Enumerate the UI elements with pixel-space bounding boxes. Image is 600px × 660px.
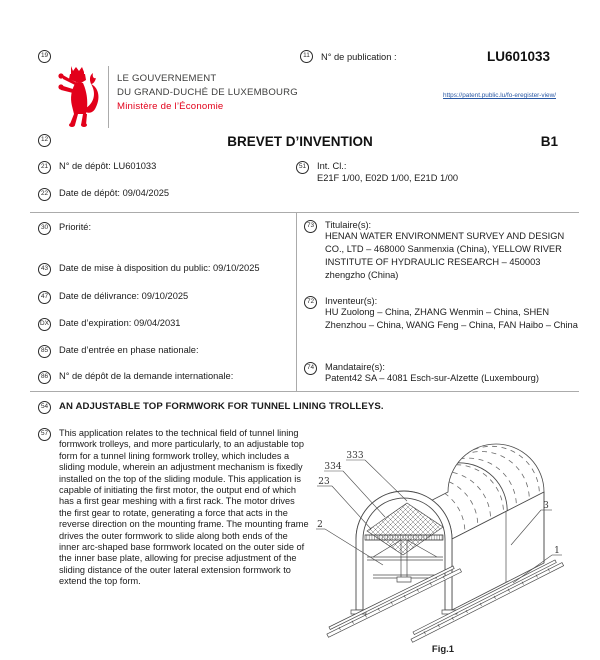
invention-title: AN ADJUSTABLE TOP FORMWORK FOR TUNNEL LINING TROLLEYS. bbox=[59, 401, 384, 412]
int-cl-label: Int. Cl.: bbox=[317, 161, 347, 171]
inventeurs-label: Inventeur(s): bbox=[325, 296, 378, 306]
gov-line-1: LE GOUVERNEMENT bbox=[117, 73, 217, 84]
field-int-cl bbox=[296, 161, 458, 184]
field-demande-internationale bbox=[38, 371, 233, 384]
expiration-text: Date d’expiration: 09/04/2031 bbox=[59, 318, 181, 328]
publication-label: N° de publication : bbox=[321, 52, 397, 62]
field-depot bbox=[38, 161, 156, 174]
demande-internationale-text: N° de dépôt de la demande internationale: bbox=[59, 371, 234, 381]
inid-code-19: 19 bbox=[38, 50, 51, 63]
inid-code-43: 43 bbox=[38, 263, 51, 276]
inid-code-21: 21 bbox=[38, 161, 51, 174]
callout-334: 334 bbox=[324, 462, 342, 472]
field-expiration bbox=[38, 318, 180, 331]
publication-number: LU601033 bbox=[486, 49, 550, 64]
field-date-depot bbox=[38, 188, 169, 201]
government-wordmark bbox=[117, 72, 298, 114]
abstract-text: This application relates to the technical field of tunnel lining formwork trolleys, and more particularly, to an adjustable top form for a tunnel lining formwork trolley, which includes a sliding module, wherein an adjustment mechanism is fixedly installed on the top of the sliding module. This application is capable of initiating the first motor, the output end of which has a first gear meshing with a first rack. The motor drives the first gear to rotate, generating a force that acts in the reverse direction on the mounting frame. The mounting frame drives the outer formwork to slide along both ends of the inner arc-shaped base formwork located on the outer side of the inner base plate, allowing for precise adjustment of the sliding distance of the outer lateral extension formwork to extend the top form. bbox=[59, 428, 309, 587]
callout-1: 1 bbox=[554, 546, 560, 556]
inid-code-57: 57 bbox=[38, 428, 51, 441]
field-public-date bbox=[38, 263, 289, 276]
section-titulaires bbox=[304, 220, 583, 282]
delivrance-text: Date de délivrance: 09/10/2025 bbox=[59, 291, 189, 301]
inid-code-72: 72 bbox=[304, 296, 317, 309]
field-priorite bbox=[38, 222, 91, 235]
lion-icon bbox=[55, 64, 105, 128]
callout-23: 23 bbox=[318, 477, 330, 487]
callout-3: 3 bbox=[543, 501, 549, 511]
inid-code-85: 85 bbox=[38, 345, 51, 358]
deck-grating bbox=[365, 535, 443, 540]
eregister-link[interactable]: https://patent.public.lu/fo-eregister-view/ bbox=[443, 92, 556, 99]
column-divider bbox=[296, 213, 297, 391]
inid-code-73: 73 bbox=[304, 220, 317, 233]
section-inventeurs bbox=[304, 296, 583, 332]
separator-top bbox=[30, 212, 579, 213]
int-cl-value: E21F 1/00, E02D 1/00, E21D 1/00 bbox=[317, 172, 459, 183]
date-depot-text: Date de dépôt: 09/04/2025 bbox=[59, 188, 170, 198]
inid-code-74: 74 bbox=[304, 362, 317, 375]
kind-code: B1 bbox=[540, 134, 558, 149]
titulaires-label: Titulaire(s): bbox=[325, 220, 372, 230]
field-phase-nationale bbox=[38, 345, 199, 358]
titulaires-value: HENAN WATER ENVIRONMENT SURVEY AND DESIGN CO., LTD – 468000 Sanmenxia (China), YELLOW RIVER INSTITUTE OF HYDRAULIC RESEARCH – 450003 zhengzho (China) bbox=[325, 231, 565, 280]
ministry-line: Ministère de l’Économie bbox=[117, 101, 224, 112]
inid-code-47: 47 bbox=[38, 291, 51, 304]
phase-nationale-text: Date d’entrée en phase nationale: bbox=[59, 345, 199, 355]
depot-text: N° de dépôt: LU601033 bbox=[59, 161, 157, 171]
gov-line-2: DU GRAND-DUCHÉ DE LUXEMBOURG bbox=[117, 87, 298, 98]
inid-code-11: 11 bbox=[300, 50, 313, 63]
public-date-text: Date de mise à disposition du public: 09/10/2025 bbox=[59, 263, 260, 273]
invention-title-row bbox=[38, 401, 384, 414]
inid-code-30: 30 bbox=[38, 222, 51, 235]
field-delivrance bbox=[38, 291, 188, 304]
inventeurs-value: HU Zuolong – China, ZHANG Wenmin – China, SHEN Zhenzhou – China, WANG Feng – China, FAN Haibo – China bbox=[325, 307, 578, 330]
inid-code-22: 22 bbox=[38, 188, 51, 201]
inid-code-54: 54 bbox=[38, 401, 51, 414]
tunnel-trolley-drawing bbox=[303, 427, 593, 660]
inid-code-12: 12 bbox=[38, 134, 51, 147]
inid-code-51: 51 bbox=[296, 161, 309, 174]
mandataires-value: Patent42 SA – 4081 Esch-sur-Alzette (Luxembourg) bbox=[325, 373, 539, 383]
abstract-row bbox=[38, 428, 309, 588]
figure-1 bbox=[303, 427, 593, 660]
luxembourg-lion-logo bbox=[55, 64, 105, 128]
callout-333: 333 bbox=[346, 451, 364, 461]
separator-bottom bbox=[30, 391, 579, 392]
section-mandataires bbox=[304, 362, 583, 385]
logo-divider bbox=[108, 66, 109, 128]
inid-code-86: 86 bbox=[38, 371, 51, 384]
callout-2: 2 bbox=[317, 520, 323, 530]
priorite-text: Priorité: bbox=[59, 222, 92, 232]
document-kind-title: BREVET D’INVENTION bbox=[227, 134, 373, 149]
inid-code-dx: DX bbox=[38, 318, 51, 331]
figure-caption: Fig.1 bbox=[431, 644, 455, 655]
mandataires-label: Mandataire(s): bbox=[325, 362, 385, 372]
